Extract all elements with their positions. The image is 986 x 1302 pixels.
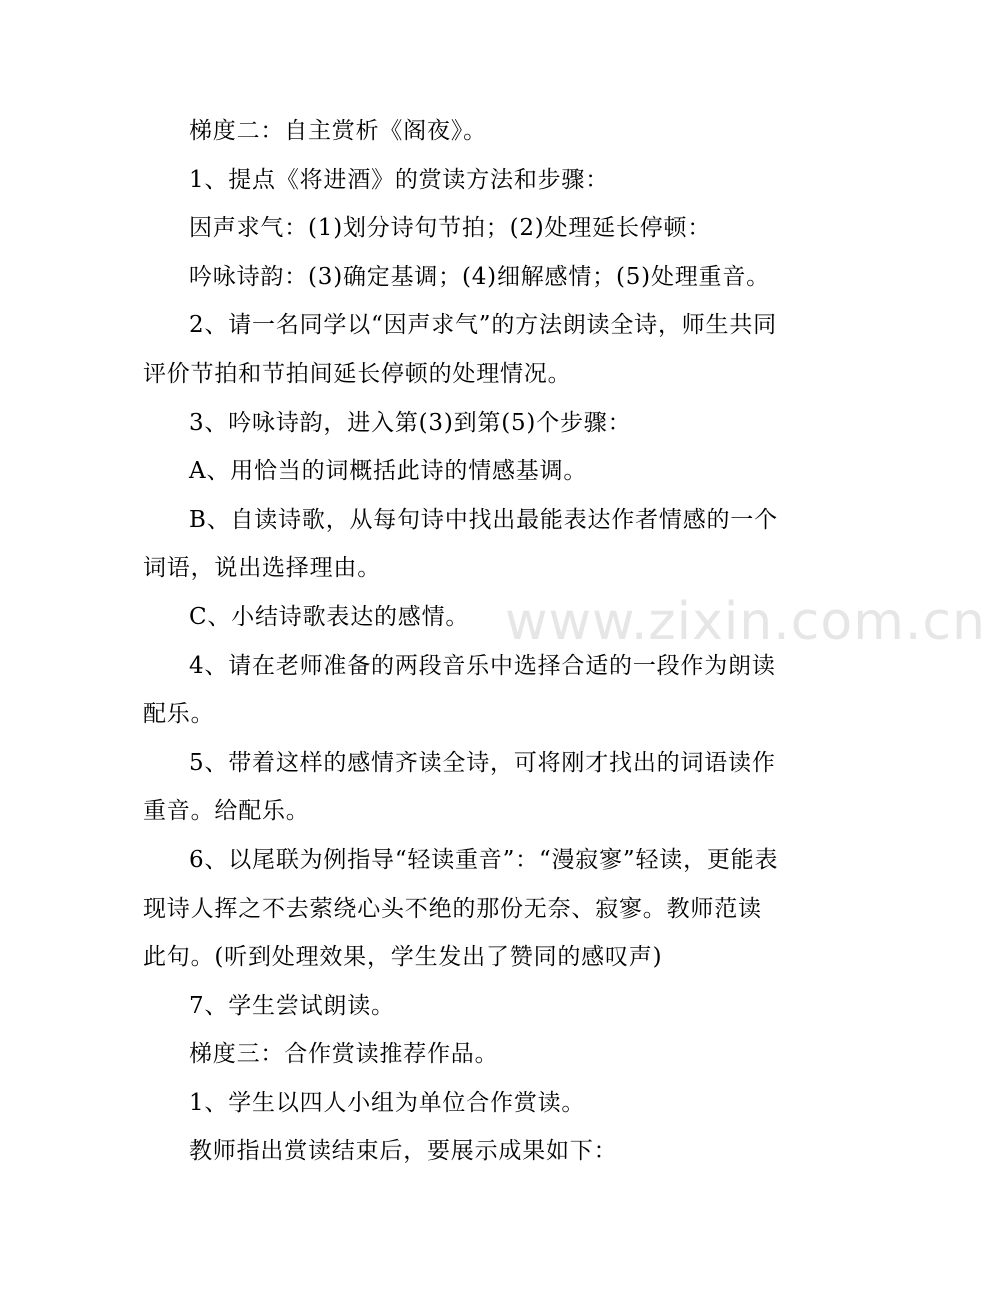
paragraph: 5、带着这样的感情齐读全诗，可将刚才找出的词语读作重音。给配乐。 [143,749,776,825]
paragraph: 教师指出赏读结束后，要展示成果如下： [189,1138,618,1165]
paragraph: 因声求气：(1)划分诗句节拍；(2)处理延长停顿： [189,215,712,242]
paragraph: 梯度三：合作赏读推荐作品。 [189,1041,499,1068]
paragraph: 梯度二：自主赏析《阁夜》。 [189,118,487,144]
paragraph: A、用恰当的词概括此诗的情感基调。 [189,458,588,485]
paragraph: 6、以尾联为例指导“轻读重音”：“漫寂寥”轻读，更能表现诗人挥之不去萦绕心头不绝的那份无奈、寂寥。教师范读此句。(听到处理效果，学生发出了赞同的感叹声) [143,846,779,971]
paragraph: 4、请在老师准备的两段音乐中选择合适的一段作为朗读配乐。 [143,652,776,728]
paragraph: 1、提点《将进酒》的赏读方法和步骤： [189,166,610,193]
paragraph: B、自读诗歌，从每句诗中找出最能表达作者情感的一个词语，说出选择理由。 [143,506,778,582]
paragraph: 1、学生以四人小组为单位合作赏读。 [189,1089,586,1116]
paragraph: 3、吟咏诗韵，进入第(3)到第(5)个步骤： [189,409,632,436]
paragraph: 吟咏诗韵：(3)确定基调；(4)细解感情；(5)处理重音。 [189,263,770,290]
watermark: www.zixin.com.cn [505,592,986,652]
paragraph: 2、请一名同学以“因声求气”的方法朗读全诗，师生共同评价节拍和节拍间延长停顿的处理情况。 [143,312,777,387]
document-body [143,107,783,1176]
paragraph: 7、学生尝试朗读。 [189,992,395,1019]
paragraph: C、小结诗歌表达的感情。 [189,603,470,630]
